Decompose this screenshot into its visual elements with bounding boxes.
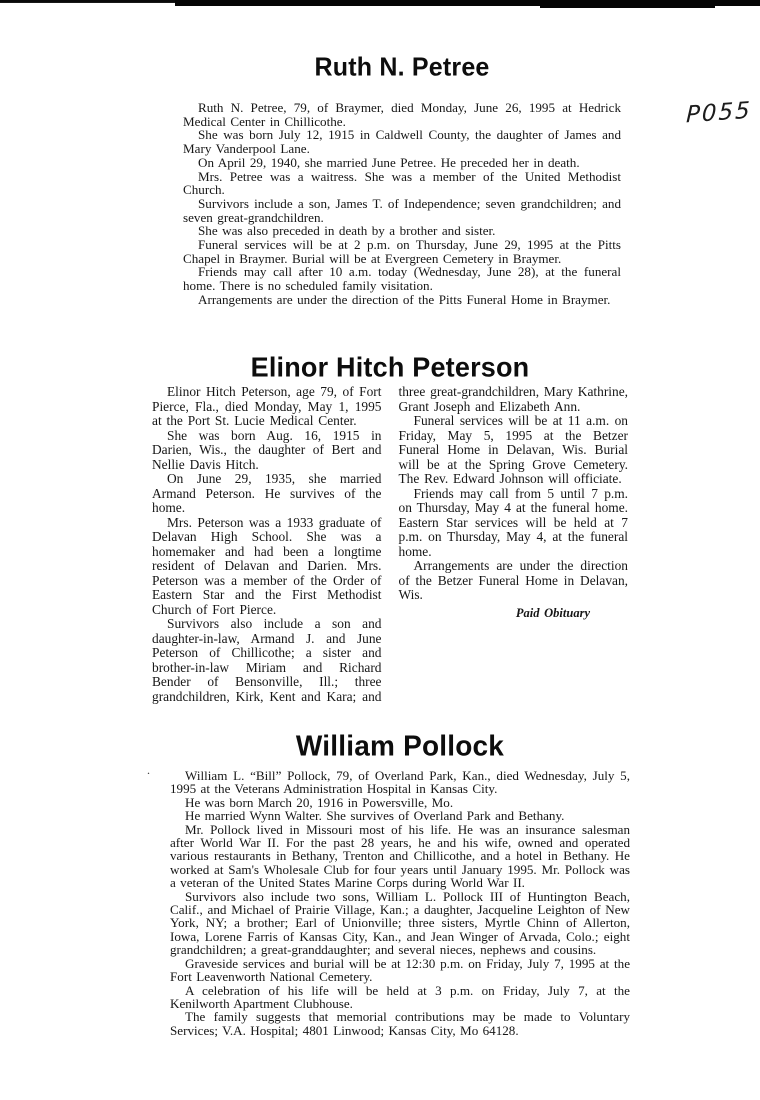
obituary-paragraph: Ruth N. Petree, 79, of Braymer, died Monday, June 26, 1995 at Hedrick Medical Center in Chillicothe. (183, 100, 621, 129)
obituary-paragraph: Arrangements are under the direction of the Pitts Funeral Home in Braymer. (198, 291, 611, 307)
obituary-title: Ruth N. Petree (314, 52, 490, 82)
obituary-paragraph: Elinor Hitch Peterson, age 79, of Fort Pierce, Fla., died Monday, May 1, 1995 at the Port St. Lucie Medical Center. (152, 384, 382, 428)
obituary-paragraph: Graveside services and burial will be at 12:30 p.m. on Friday, July 7, 1995 at the Fort Leavenworth National Cemetery. (170, 955, 630, 985)
obituary-paragraph: A celebration of his life will be held at 3 p.m. on Friday, July 7, at the Kenilworth Apartment Clubhouse. (170, 982, 630, 1011)
obituary-ruth-petree (183, 52, 621, 307)
scan-edge-bar (0, 0, 760, 2)
obituary-title: William Pollock (295, 729, 505, 762)
obituary-paragraph: Mrs. Petree was a waitress. She was a member of the United Methodist Church. (183, 168, 621, 198)
obituary-william-pollock (170, 730, 630, 1037)
obituary-paragraph: Funeral services will be at 2 p.m. on Thursday, June 29, 1995 at the Pitts Chapel in Braymer. Burial will be at Evergreen Cemetery in Braymer. (183, 237, 621, 266)
obituary-paragraph: Friends may call after 10 a.m. today (Wednesday, June 28), at the funeral home. There is no scheduled family visitation. (183, 264, 621, 294)
scan-stray-dot: . (147, 763, 150, 777)
obituary-paragraph: She was born Aug. 16, 1915 in Darien, Wis., the daughter of Bert and Nellie Davis Hitch. (152, 427, 382, 472)
paid-obituary-tag: Paid Obituary (515, 605, 590, 620)
obituary-body-two-columns (152, 385, 628, 717)
obituary-paragraph: Funeral services will be at 11 a.m. on Friday, May 5, 1995 at the Betzer Funeral Home in Delavan, Wis. Burial will be at the Spring Grove Cemetery. The Rev. Edward Johnson will officiate. (398, 413, 628, 486)
obituary-paragraph: He was born March 20, 1916 in Powersville, Mo. (185, 794, 454, 810)
obituary-paragraph: William L. “Bill” Pollock, 79, of Overland Park, Kan., died Wednesday, July 5, 1995 at the Veterans Administration Hospital in Kansas City. (170, 768, 630, 797)
obituary-paragraph: Survivors include a son, James T. of Independence; seven grandchildren; and seven great-grandchildren. (183, 195, 621, 225)
obituary-paragraph: On June 29, 1935, she married Armand Peterson. He survives of the home. (152, 471, 382, 515)
obituary-paragraph: He married Wynn Walter. She survives of Overland Park and Bethany. (185, 808, 565, 824)
obituary-paragraph: Mrs. Peterson was a 1933 graduate of Delavan High School. She was a homemaker and had been a longtime resident of Delavan and Darien. Mrs. Peterson was a member of the Order of Eastern Star and the First Methodist Church of Fort Pierce. (152, 514, 382, 617)
obituary-elinor-hitch-peterson (152, 352, 628, 717)
obituary-paragraph: The family suggests that memorial contributions may be made to Voluntary Services; V.A. Hospital; 4801 Linwood; Kansas City, Mo 64128. (170, 1009, 630, 1038)
obituary-body (183, 101, 621, 307)
obituary-body (170, 769, 630, 1037)
obituary-paragraph: Mr. Pollock lived in Missouri most of his life. He was an insurance salesman after World War II. For the past 28 years, he and his wife, owned and operated various restaurants in Bethany, Trenton and Chillicothe, and a hotel in Bethany. He worked at Sam's Wholesale Club for four years until January 1995. Mr. Pollock was a veteran of the United States Marine Corps during World War II. (170, 821, 630, 891)
obituary-paragraph: She was born July 12, 1915 in Caldwell County, the daughter of James and Mary Vanderpool Lane. (183, 127, 621, 157)
obituary-paragraph: Friends may call from 5 until 7 p.m. on Thursday, May 4 at the funeral home. Eastern Star services will be held at 7 p.m. on Thursday, May 4, at the funeral home. (398, 485, 628, 559)
obituary-paragraph: She was also preceded in death by a brother and sister. (198, 223, 496, 239)
obituary-paragraph: Arrangements are under the direction of the Betzer Funeral Home in Delavan, Wis. (398, 558, 628, 602)
handwritten-page-code: P055 (685, 97, 753, 129)
obituary-paragraph: Survivors also include a son and daughter-in-law, Armand J. and June Peterson of Chillicothe; a sister and brother-in-law Miriam and Richard Bender of Bensonville, Ill.; three grandchildren, Kirk, Kent and Kara; and three great-grandchildren, Mary Kathrine, Grant Joseph and Elizabeth Ann. (152, 384, 628, 704)
obituary-title: Elinor Hitch Peterson (250, 351, 530, 383)
obituary-paragraph: Survivors also include two sons, William L. Pollock III of Huntington Beach, Calif., and Michael of Prairie Village, Kan.; a daughter, Jacqueline Leighton of New York, NY; a brother; Earl of Unionville; three sisters, Myrtle Chinn of Allerton, Iowa, Lorene Farris of Kansas City, Kan., and Jean Winger of Arvada, Colo.; eight grandchildren; a great-granddaughter; and several nieces, nephews and cousins. (170, 888, 630, 958)
obituary-paragraph: On April 29, 1940, she married June Petree. He preceded her in death. (198, 154, 580, 170)
